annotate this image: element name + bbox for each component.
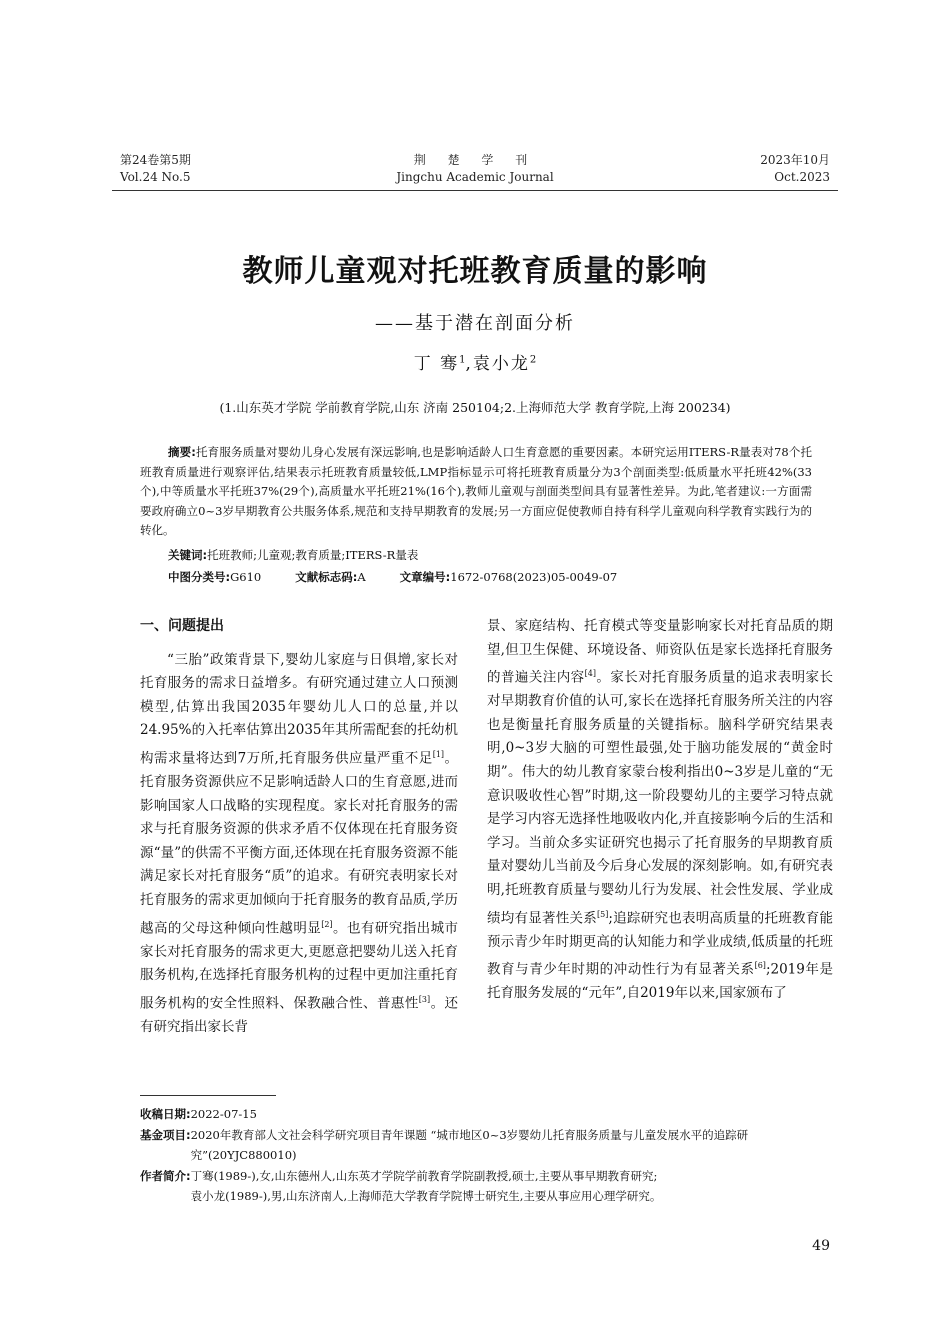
affiliations: (1.山东英才学院 学前教育学院,山东 济南 250104;2.上海师范大学 教育学院,上海 200234): [219, 400, 731, 415]
author-1-affil-mark: 1: [459, 354, 466, 366]
author-separator: ,: [465, 354, 473, 374]
body-text: ;2019年是托育服务发展的“元年”,自2019年以来,国家颁布了: [487, 961, 834, 1002]
article-id-value: 1672-0768(2023)05-0049-07: [450, 570, 618, 584]
citation-1: [1]: [432, 749, 445, 759]
article-title: 教师儿童观对托班教育质量的影响: [242, 254, 708, 289]
classification-line: [168, 568, 617, 587]
body-column-left: [140, 615, 458, 1040]
keywords-text: 托班教师;儿童观;教育质量;ITERS-R量表: [207, 548, 419, 562]
article-id-label: 文章编号:: [399, 570, 451, 584]
author-1: 丁 骞: [413, 354, 460, 374]
bio-label: 作者简介:: [140, 1168, 191, 1183]
page-number: 49: [812, 1238, 830, 1254]
citation-3: [3]: [418, 994, 431, 1004]
abstract-text: 托育服务质量对婴幼儿身心发展有深远影响,也是影响适龄人口生育意愿的重要因素。本研究运用ITERS-R量表对78个托班教育质量进行观察评估,结果表示托班教育质量较低,LMP指标显示可将托班教育质量分为3个剖面类型:低质量水平托班42%(33个),中等质量水平托班37%(29个),高质量水平托班21%(16个),教师儿童观与剖面类型间具有显著性差异。为此,笔者建议:一方面需要政府确立0~3岁早期教育公共服务体系,规范和支持早期教育的发展;另一方面应促使教师自持有科学儿童观向科学教育实践行为的转化。: [140, 445, 812, 538]
doc-code-value: A: [357, 570, 366, 584]
doc-code-label: 文献标志码:: [295, 570, 358, 584]
body-text: 。也有研究指出城市家长对托育服务的需求更大,更愿意把婴幼儿送入托育服务机构,在选择托育服务机构的过程中更加注重托育服务机构的安全性照料、保教融合性、普惠性: [140, 920, 459, 1012]
keywords-label: 关键词:: [168, 548, 208, 562]
footnote-bio: [140, 1166, 840, 1207]
footnote-received: [140, 1104, 840, 1125]
received-label: 收稿日期:: [140, 1107, 191, 1121]
section-heading: 一、问题提出: [140, 618, 224, 634]
header-journal-zh: 荆 楚 学 刊: [413, 153, 537, 167]
fund-label: 基金项目:: [140, 1127, 191, 1142]
header-issue-zh: 第24卷第5期: [120, 153, 191, 167]
body-text: “三胎”政策背景下,婴幼儿家庭与日俱增,家长对托育服务的需求日益增多。有研究通过建立人口预测模型,估算出我国2035年婴幼儿人口的总量,并以24.95%的入托率估算出2035年其所需配套的托幼机构需求量将达到7万所,托育服务供应量严重不足: [140, 651, 458, 767]
footnote-divider: [140, 1095, 276, 1096]
header-divider: [112, 190, 838, 191]
body-text: 景、家庭结构、托育模式等变量影响家长对托育品质的期望,但卫生保健、环境设备、师资队伍是家长选择托育服务的普遍关注内容: [487, 618, 833, 686]
body-paragraph: [140, 649, 458, 1040]
footnote-fund: [140, 1125, 840, 1166]
body-text: ;追踪研究也表明高质量的托班教育能预示青少年时期更高的认知能力和学业成绩,低质量的托班教育与青少年时期的冲动性行为有显著关系: [487, 910, 833, 978]
header-issue: [120, 152, 191, 186]
body-text: 。家长对托育服务质量的追求表明家长对早期教育价值的认可,家长在选择托育服务所关注的内容也是衡量托育服务质量的关键指标。脑科学研究结果表明,0~3岁大脑的可塑性最强,处于脑功能发展的“黄金时期”。伟大的幼儿教育家蒙台梭利指出0~3岁是儿童的“无意识吸收性心智”时期,这一阶段婴幼儿的主要学习特点就是学习内容无选择性地吸收内化,并直接影响今后的生活和学习。当前众多实证研究也揭示了托育服务的早期教育质量对婴幼儿当前及今后身心发展的深刻影响。如,有研究表明,托班教育质量与婴幼儿行为发展、社会性发展、学业成绩均有显著性关系: [487, 669, 834, 927]
abstract-label: 摘要:: [168, 445, 196, 459]
author-2: 袁小龙: [472, 354, 530, 374]
header-date-zh: 2023年10月: [760, 153, 830, 167]
citation-2: [2]: [321, 919, 333, 929]
clc-label: 中图分类号:: [168, 570, 231, 584]
body-text: 。托育服务资源供应不足影响适龄人口的生育意愿,进而影响国家人口战略的实现程度。家长对托育服务的需求与托育服务资源的供求矛盾不仅体现在托育服务资源“量”的供需不平衡方面,还体现在托育服务资源不能满足家长对托育服务“质”的追求。有研究表明家长对托育服务的需求更加倾向于托育服务的教育品质,学历越高的父母这种倾向性越明显: [140, 750, 458, 937]
keywords: [168, 546, 818, 565]
fund-text: 2020年教育部人文社会科学研究项目青年课题 “城市地区0~3岁婴幼儿托育服务质量与儿童发展水平的追踪研究”(20YJC880010): [190, 1127, 749, 1162]
footnotes: [140, 1104, 840, 1207]
body-column-right: [487, 615, 833, 1006]
header-journal-en: Jingchu Academic Journal: [396, 170, 554, 184]
article-subtitle: ——基于潜在剖面分析: [375, 313, 575, 334]
clc-value: G610: [230, 570, 262, 584]
bio-author-1: 丁骞(1989-),女,山东德州人,山东英才学院学前教育学院副教授,硕士,主要从事早期教育研究;: [190, 1168, 658, 1183]
body-paragraph: [487, 615, 833, 1006]
author-2-affil-mark: 2: [529, 354, 537, 366]
header-date-en: Oct.2023: [774, 170, 830, 184]
body-text: 。还有研究指出家长背: [140, 995, 459, 1035]
author-line: [0, 349, 950, 374]
citation-4: [4]: [584, 669, 596, 679]
header-journal: [300, 152, 650, 186]
bio-author-2: 袁小龙(1989-),男,山东济南人,上海师范大学教育学院博士研究生,主要从事应用心理学研究。: [190, 1189, 662, 1203]
header-date: [760, 152, 830, 186]
received-date: 2022-07-15: [190, 1107, 257, 1121]
bio-text: [191, 1166, 840, 1207]
abstract: [140, 443, 812, 541]
citation-6: [6]: [754, 961, 766, 971]
header-issue-en: Vol.24 No.5: [120, 170, 191, 184]
citation-5: [5]: [597, 909, 609, 919]
